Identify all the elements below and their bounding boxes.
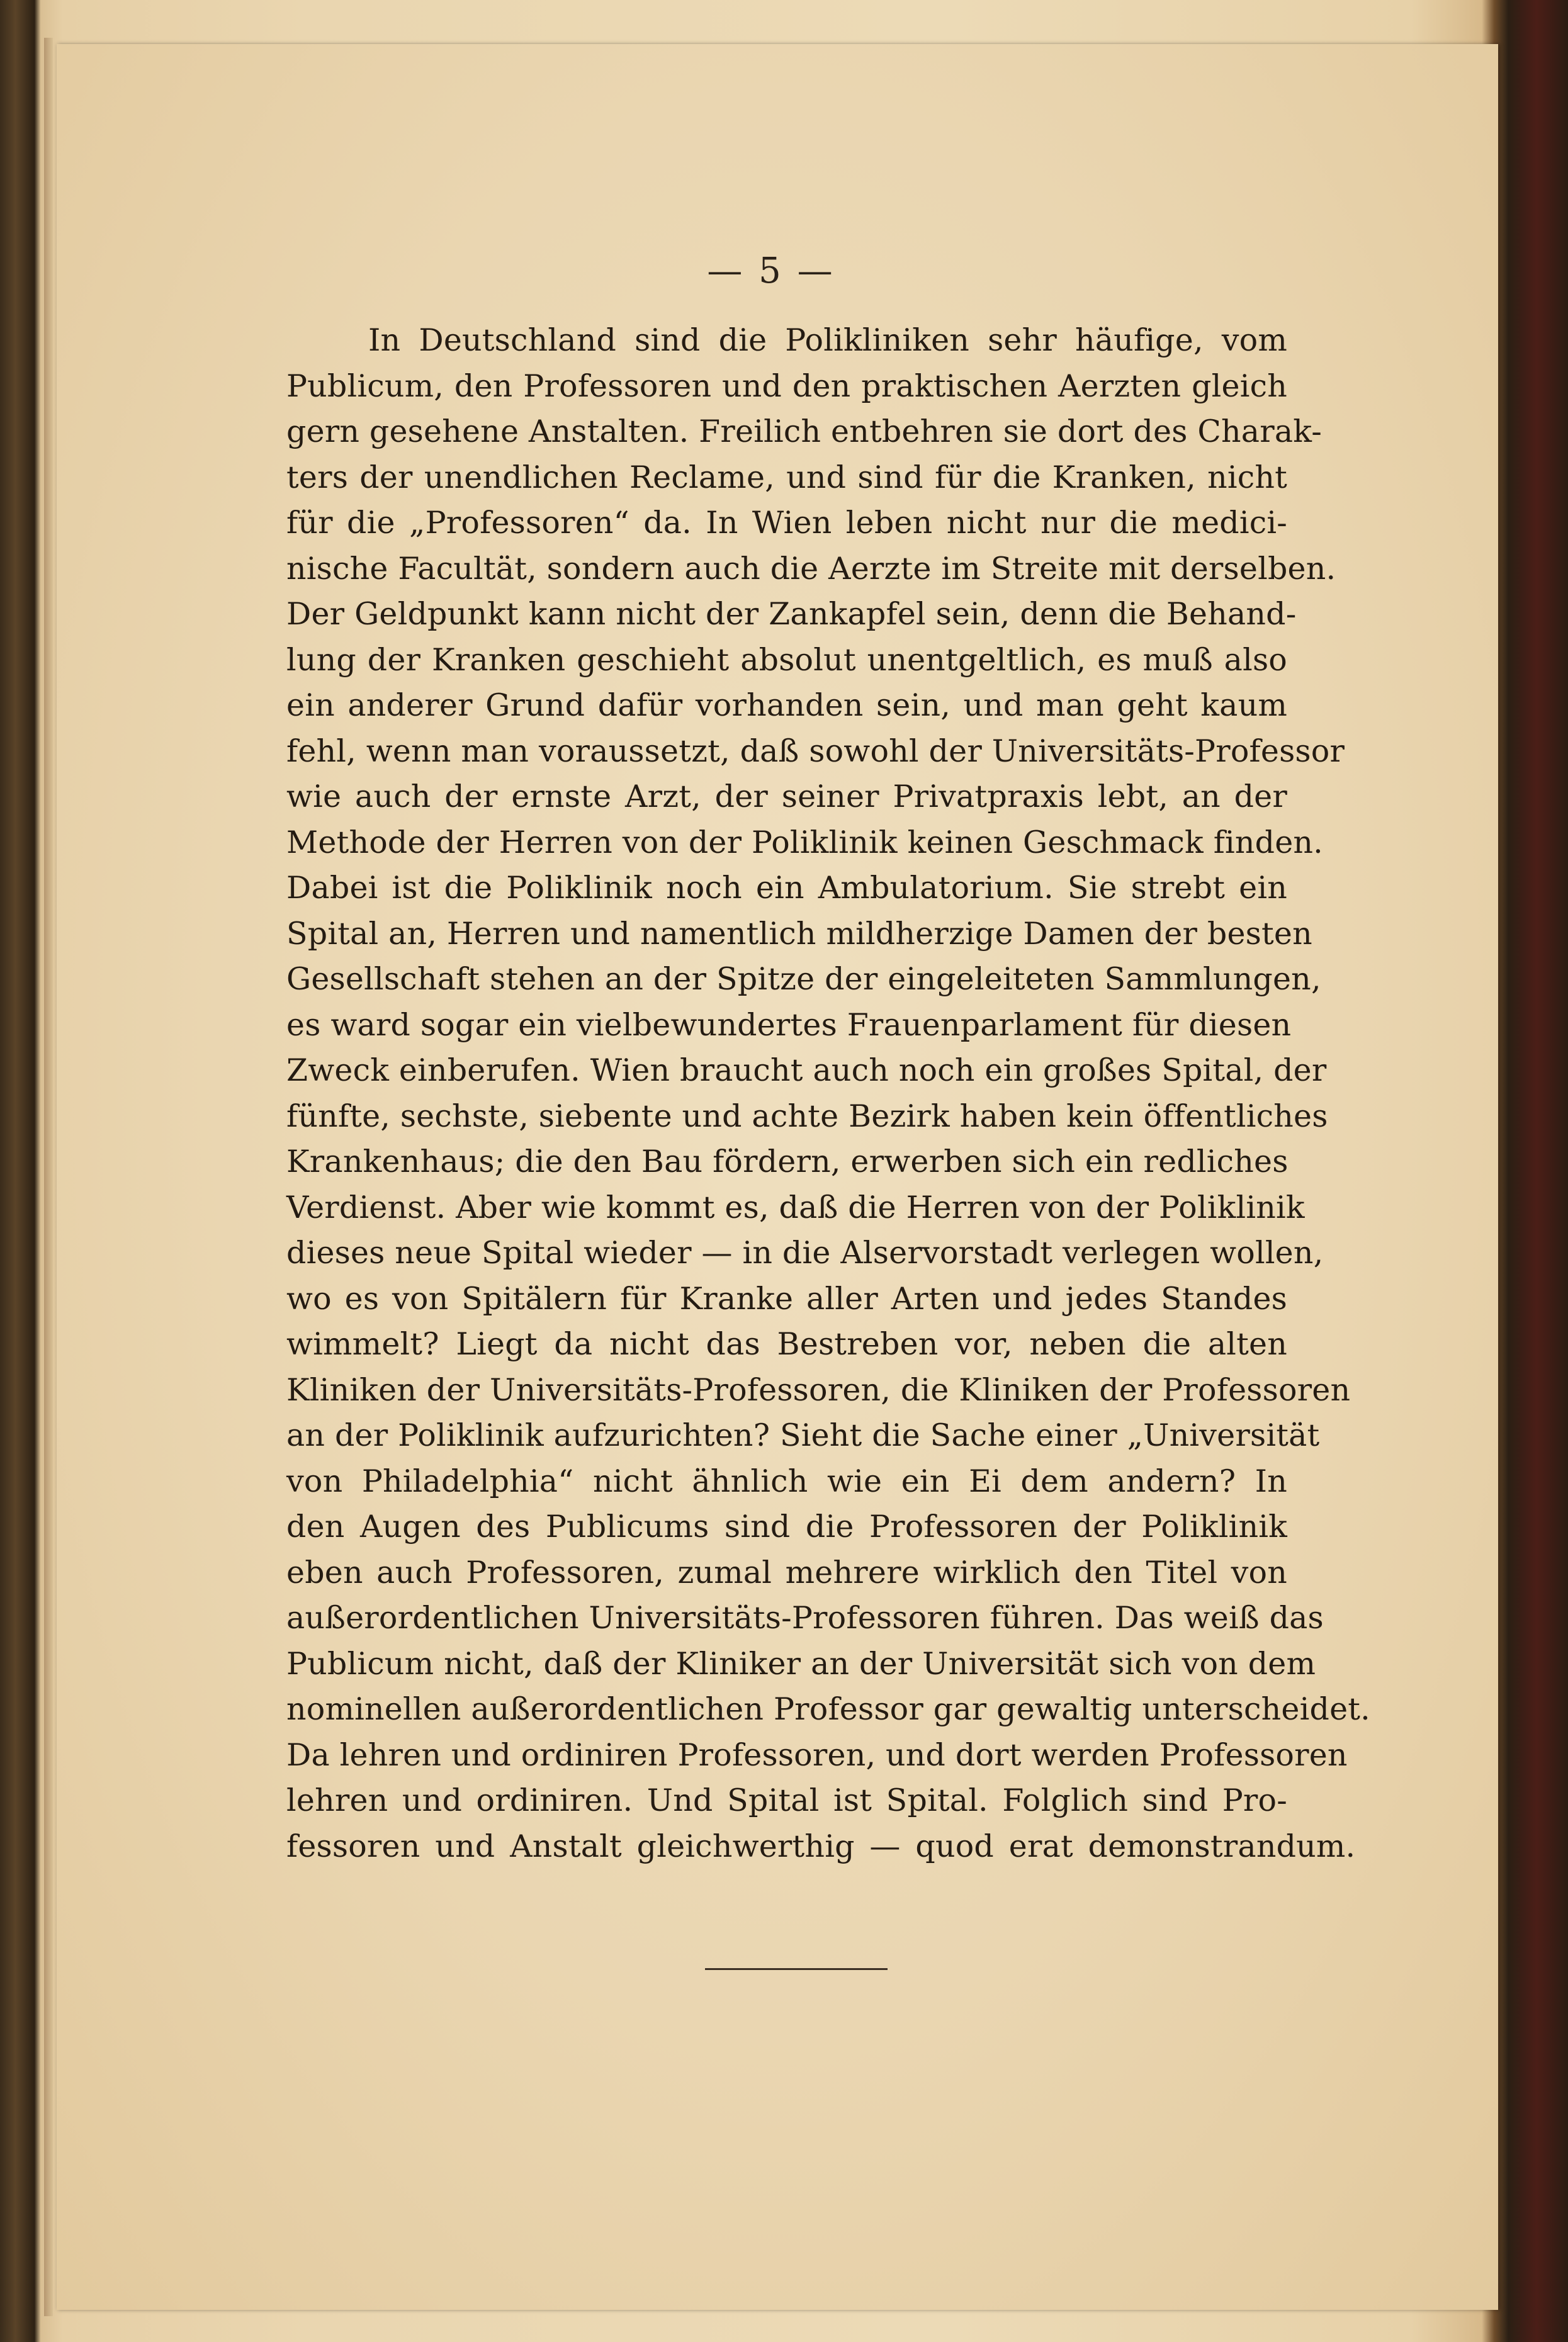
page-number: — 5 — [707,250,835,291]
text-line: Da lehren und ordiniren Professoren, und dort werden Professoren [286,1737,1348,1773]
text-line: wie auch der ernste Arzt, der seiner Privatpraxis lebt, an der [286,779,1287,814]
text-line: In Deutschland sind die Polikliniken sehr häufige, vom [368,322,1287,358]
text-line: gern gesehene Anstalten. Freilich entbehren sie dort des Charak- [286,414,1323,449]
text-line: Der Geldpunkt kann nicht der Zankapfel sein, denn die Behand- [286,596,1297,632]
text-line: von Philadelphia“ nicht ähnlich wie ein Ei dem andern? In [286,1463,1287,1499]
text-line: Publicum, den Professoren und den praktischen Aerzten gleich [286,368,1287,404]
body-text [286,318,1370,1869]
text-line: lung der Kranken geschieht absolut unentgeltlich, es muß also [286,641,1287,678]
text-line: an der Poliklinik aufzurichten? Sieht die Sache einer „Universität [286,1417,1320,1453]
text-line: Gesellschaft stehen an der Spitze der eingeleiteten Sammlungen, [286,961,1321,997]
text-line: Krankenhaus; die den Bau fördern, erwerben sich ein redliches [286,1144,1289,1179]
text-line: Verdienst. Aber wie kommt es, daß die Herren von der Poliklinik [286,1189,1305,1225]
text-line: Kliniken der Universitäts-Professoren, die Kliniken der Professoren [286,1371,1351,1408]
text-line: ters der unendlichen Reclame, und sind für die Kranken, nicht [286,459,1287,495]
closing-rule [705,1968,888,1970]
text-line: Zweck einberufen. Wien braucht auch noch ein großes Spital, der [286,1052,1327,1088]
text-line: fehl, wenn man voraussetzt, daß sowohl der Universitäts-Professor [286,733,1345,769]
text-line: es ward sogar ein vielbewundertes Frauenparlament für diesen [286,1006,1292,1043]
text-line: den Augen des Publicums sind die Professoren der Poliklinik [286,1509,1287,1545]
text-line: Methode der Herren von der Poliklinik keinen Geschmack finden. [286,824,1323,860]
text-line: fessoren und Anstalt gleichwerthig — quod erat demonstrandum. [286,1828,1356,1864]
text-line: wimmelt? Liegt da nicht das Bestreben vor, neben die alten [286,1326,1287,1362]
text-line: lehren und ordiniren. Und Spital ist Spital. Folglich sind Pro- [286,1782,1287,1818]
text-line: fünfte, sechste, siebente und achte Bezirk haben kein öffentliches [286,1098,1328,1134]
text-line: Spital an, Herren und namentlich mildherzige Damen der besten [286,915,1312,952]
text-line: eben auch Professoren, zumal mehrere wirklich den Titel von [286,1554,1287,1590]
text-line: für die „Professoren“ da. In Wien leben nicht nur die medici- [286,505,1287,541]
text-line: dieses neue Spital wieder — in die Alservorstadt verlegen wollen, [286,1235,1324,1271]
text-line: nische Facultät, sondern auch die Aerzte im Streite mit derselben. [286,550,1336,587]
text-line: nominellen außerordentlichen Professor gar gewaltig unterscheidet. [286,1691,1370,1727]
page-gutter [44,38,53,2316]
text-line: Publicum nicht, daß der Kliniker an der Universität sich von dem [286,1645,1316,1682]
text-line: ein anderer Grund dafür vorhanden sein, und man geht kaum [286,687,1287,723]
text-line: außerordentlichen Universitäts-Professoren führen. Das weiß das [286,1600,1324,1636]
text-line: Dabei ist die Poliklinik noch ein Ambulatorium. Sie strebt ein [286,870,1287,906]
text-line: wo es von Spitälern für Kranke aller Arten und jedes Standes [286,1280,1287,1317]
